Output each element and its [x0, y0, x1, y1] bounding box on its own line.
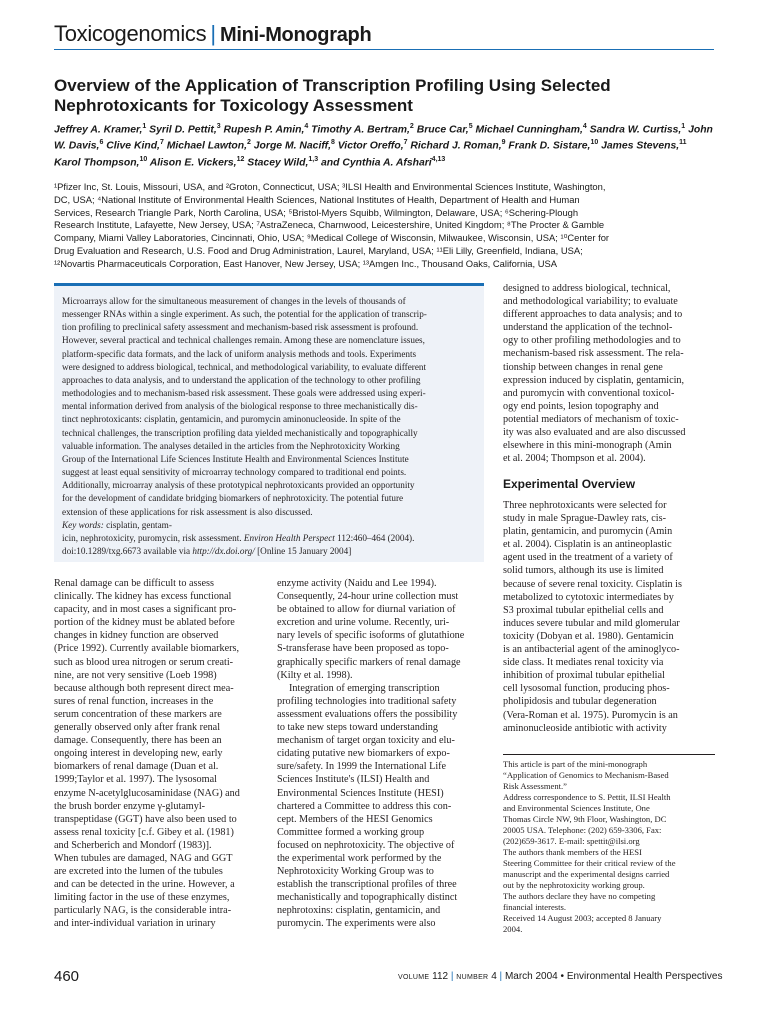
body-text-line: cept. Members of the HESI Genomics [277, 813, 433, 825]
footnote-line: and Environmental Sciences Institute, One [503, 803, 650, 813]
body-text-line: nine, are not very sensitive (Loeb 1998) [54, 669, 217, 681]
body-text-line: mechanism-based risk assessment. The rela- [503, 348, 684, 360]
body-text-line: 1999;Taylor et al. 1997). The lysosomal [54, 774, 217, 786]
body-text-line: portion of the kidney must be ablated before [54, 617, 235, 629]
author-name: Michael Lawton, [166, 140, 247, 152]
body-text-line: Sciences Institute's (ILSI) Health and [277, 774, 430, 786]
body-text-line: (Vera-Roman et al. 1975). Puromycin is an [503, 709, 678, 721]
body-text-line: graphically specific markers of renal damage [277, 656, 461, 668]
volume-number: 112 [432, 971, 449, 982]
body-text-line: damage. Consequently, there has been an [54, 735, 222, 747]
abstract-line: Additionally, microarray analysis of these prototypical nephrotoxicants provided an opportunity [62, 480, 415, 491]
body-text-line: the experimental work performed by the [277, 852, 442, 864]
footnote-rule [503, 754, 715, 755]
body-text-line: Environmental Sciences Institute (HESI) [277, 787, 444, 799]
body-text-line: because of severe renal toxicity. Cisplatin is [503, 578, 682, 590]
affiliation-line: Drug Evaluation and Research, U.S. Food and Drug Administration, Laurel, Maryland, USA; ¹¹Eli Lilly, Greenfield, Indiana, USA; [54, 244, 583, 256]
author-name: Jeffrey A. Kramer, [54, 124, 143, 136]
footnote-line: This article is part of the mini-monograph [503, 759, 648, 769]
body-text-line: elsewhere in this mini-monograph (Amin [503, 440, 672, 452]
footnote-line: 2004. [503, 924, 523, 934]
body-column-3-top [503, 282, 713, 465]
body-text-line: study in male Sprague-Dawley rats, cis- [503, 513, 666, 525]
author-affiliation-mark: 8 [330, 139, 335, 147]
body-text-line: changes in kidney function are observed [54, 630, 219, 642]
body-text-line: mechanistically and topographically distinct [277, 892, 458, 904]
author-affiliation-mark: 2 [409, 123, 414, 130]
body-column-1 [54, 577, 260, 931]
abstract-line: Group of the International Life Sciences Institute Health and Environmental Sciences Institute [62, 453, 409, 464]
body-text-line: serum concentration of these markers are [54, 708, 222, 720]
keywords-tail: cisplatin, gentam- [103, 519, 172, 530]
body-text-line: are excreted into the lumen of the tubules [54, 866, 223, 878]
body-text-line: assessment evaluations offers the possibility [277, 708, 458, 720]
body-text-line: generally observed only after frank renal [54, 722, 221, 734]
author-name: John W. Davis, [54, 124, 713, 152]
body-text-line: S3 proximal tubular epithelial cells and [503, 604, 664, 616]
body-text-line: pholipidosis and tubular degeneration [503, 696, 657, 708]
author-affiliation-mark: 12 [236, 155, 245, 163]
body-text-line: focused on nephrotoxicity. The objective of [277, 839, 455, 851]
body-text-line: (Kilty et al. 1998). [277, 669, 353, 681]
body-text-line: designed to address biological, technical, [503, 283, 671, 294]
journal-section-name: Toxicogenomics [54, 21, 207, 46]
footnote-line: The authors thank members of the HESI [503, 847, 642, 857]
abstract-line: tinct nephrotoxicants: cisplatin, gentamicin, and puromycin aminonucleoside. In spite of the [62, 414, 401, 425]
author-list [54, 120, 714, 169]
author-name: Stacey Wild, [247, 157, 309, 169]
author-affiliation-mark: 5 [468, 123, 473, 130]
body-text-line: excretion and urine volume. Recently, uri- [277, 617, 450, 629]
author-affiliation-mark: 7 [403, 139, 408, 147]
body-text-line: and inter-individual variation in urinary [54, 918, 216, 930]
body-text-line: Renal damage can be difficult to assess [54, 578, 214, 589]
abstract-line: suggest at least equal sensitivity of microarray technology compared to traditional end points. [62, 467, 407, 478]
citation: 112:460–464 (2004). [334, 532, 415, 543]
footer-bullet: • [560, 971, 565, 982]
body-text-line: expression induced by cisplatin, gentamicin, [503, 374, 685, 386]
body-text-line: ity was also evaluated and are also discussed [503, 427, 686, 439]
abstract-line: However, several practical and technical challenges remain. Among these are nomenclature issues, [62, 335, 425, 346]
body-text-line: the brush border enzyme γ-glutamyl- [54, 800, 206, 812]
body-text-line: Consequently, 24-hour urine collection must [277, 591, 459, 603]
journal-header [54, 21, 714, 49]
body-text-line: capacity, and in most cases a significant pro- [54, 604, 237, 616]
header-rule [54, 49, 714, 50]
body-text-line: ogy to other profiling methodologies and to [503, 335, 681, 347]
body-text-line: because although both represent direct mea- [54, 682, 234, 694]
abstract-keywords-line [62, 519, 478, 532]
abstract-line: platform-specific data formats, and the lack of uniform analysis methods and tools. Experiments [62, 348, 417, 359]
online-date: [Online 15 January 2004] [254, 545, 352, 556]
footnote-line: Address correspondence to S. Pettit, ILSI Health [503, 792, 671, 802]
author-affiliation-mark: 11 [679, 139, 687, 147]
author-affiliation-mark: 1 [142, 123, 147, 130]
abstract-line: valuable information. The analyses detailed in the articles from the Nephrotoxicity Working [62, 440, 400, 451]
author-name: Karol Thompson, [54, 157, 140, 169]
author-name: Timothy A. Bertram, [311, 124, 410, 136]
author-affiliation-mark: 1,3 [308, 155, 319, 163]
abstract-line: methodologies and to mechanism-based risk assessment. These goals were addressed using experi- [62, 388, 426, 399]
body-text-line: such as blood urea nitrogen or serum creati- [54, 656, 234, 668]
author-name: Frank D. Sistare, [508, 140, 591, 152]
header-separator: | [210, 21, 217, 46]
body-text-line: induces severe tubular and mild glomerular [503, 617, 680, 629]
body-text-line: metabolized to cytotoxic intermediates by [503, 591, 674, 603]
body-text-line: assess renal toxicity [c.f. Gibey et al. (1981) [54, 826, 234, 838]
author-affiliation-mark: 6 [99, 139, 104, 147]
body-text-line: Integration of emerging transcription [289, 682, 440, 694]
affiliation-line: DC, USA; ⁴National Institute of Environmental Health Sciences, National Institutes of Health, Department of Health and Human [54, 193, 580, 205]
journal-subsection-name: Mini-Monograph [220, 24, 372, 46]
volume-label: VOLUME [398, 974, 430, 981]
footnote-line: out by the nephrotoxicity working group. [503, 880, 645, 890]
body-text-line: is an antibacterial agent of the aminoglyco- [503, 644, 680, 656]
body-text-line: profiling technologies into traditional safety [277, 695, 457, 707]
body-text-line: (Price 1992). Currently available biomarkers, [54, 643, 240, 655]
author-affiliation-mark: 1 [681, 123, 686, 130]
body-text-line: nephrotoxins: cisplatin, gentamicin, and [277, 905, 441, 917]
footnote-line: Steering Committee for their critical review of the [503, 858, 676, 868]
body-text-line: enzyme activity (Naidu and Lee 1994). [277, 578, 437, 589]
body-text-line: different approaches to data analysis; and to [503, 309, 683, 321]
body-text-line: nary levels of specific isoforms of glutathione [277, 630, 465, 642]
abstract-box [54, 283, 484, 562]
body-text-line: biomarkers of renal damage (Duan et al. [54, 761, 219, 773]
abstract-line: extension of these applications for risk assessment is also discussed. [62, 506, 313, 517]
body-text-line: S-transferase have been proposed as topo- [277, 643, 449, 655]
footnote-line: Thomas Circle NW, 9th Floor, Washington, DC [503, 814, 667, 824]
footnote-line: financial interests. [503, 902, 566, 912]
abstract-line: messenger RNAs within a single experiment. As such, the potential for the application of transcrip- [62, 309, 427, 320]
body-text-line: mechanism of target organ toxicity and elu- [277, 735, 455, 747]
body-text-line: tionship between changes in renal gene [503, 361, 663, 373]
abstract-line: tion profiling to preclinical safety assessment and mechanism-based risk assessment is profound. [62, 322, 419, 333]
abstract-line: mental information derived from analysis of the biological response to three mechanistically dis- [62, 401, 418, 412]
abstract-line: for the development of candidate bridging biomarkers of nephrotoxicity. The potential future [62, 493, 404, 504]
body-text-line: solid tumors, although its use is limited [503, 565, 664, 577]
abstract-line: were designed to address biological, technical, and methodological variability, to evaluate different [62, 361, 427, 372]
footnote [503, 759, 715, 935]
body-text-line: particularly NAG, is the considerable intra- [54, 905, 232, 917]
body-text-line: cell lysosomal function, producing phos- [503, 683, 670, 695]
body-text-line: platin, gentamicin, and puromycin (Amin [503, 526, 673, 538]
issue-date: March 2004 [504, 971, 558, 982]
body-column-2 [277, 577, 483, 931]
author-affiliation-mark: 9 [501, 139, 506, 147]
journal-name: Environmental Health Perspectives [566, 971, 723, 982]
keywords-line2: icin, nephrotoxicity, puromycin, risk assessment. [62, 532, 242, 543]
abstract-citation-line [62, 532, 478, 545]
affiliation-line: Research Institute, Lafayette, New Jersey, USA; ⁷AstraZeneca, Charnwood, Leicestershire, United Kingdom; ⁸The Procter & Gamble [54, 219, 605, 231]
footnote-line: 20005 USA. Telephone: (202) 659-3306, Fax: [503, 825, 662, 835]
keywords-label: Key words: [62, 519, 104, 530]
body-text-line: et al. 2004). Cisplatin is an antineoplastic [503, 539, 672, 551]
body-text-line: sure/safety. In 1999 the International Life [277, 761, 447, 773]
body-text-line: puromycin. The experiments were also [277, 918, 436, 930]
body-text-line: enzyme N-acetylglucosaminidase (NAG) and [54, 787, 240, 799]
body-text-line: and can be detected in the urine. However, a [54, 879, 235, 891]
author-affiliation-mark: 4 [582, 123, 587, 130]
body-text-line: and methodological variability; to evaluate [503, 296, 678, 308]
issue-number: 4 [491, 971, 497, 982]
author-name: Sandra W. Curtiss, [589, 124, 682, 136]
affiliation-line: ¹²Novartis Pharmaceuticals Corporation, East Hanover, New Jersey, USA; ¹³Amgen Inc., Thousand Oaks, California, USA [54, 257, 557, 269]
body-text-line: to take new steps toward understanding [277, 722, 438, 734]
number-label: NUMBER [456, 974, 489, 981]
author-name: Michael Cunningham, [475, 124, 583, 136]
author-affiliation-mark: 10 [139, 155, 148, 163]
footer-citation: VOLUME 112 | NUMBER 4 | March 2004 • Environmental Health Perspectives [398, 971, 723, 982]
body-text-line: Three nephrotoxicants were selected for [503, 500, 667, 511]
journal-abbrev: Environ Health Perspect [243, 532, 335, 543]
abstract-doi-line [62, 545, 478, 558]
body-text-line: et al. 2004; Thompson et al. 2004). [503, 453, 646, 465]
body-text-line: Nephrotoxicity Working Group was to [277, 866, 434, 878]
affiliation-line: Company, Miami Valley Laboratories, Cincinnati, Ohio, USA; ⁹Medical College of Wisconsin, Milwaukee, Wisconsin, USA; ¹⁰Center for [54, 232, 610, 244]
doi-prefix: doi:10.1289/txg.6673 available via [62, 545, 193, 556]
footnote-line: Received 14 August 2003; accepted 8 January [503, 913, 662, 923]
footnote-line: (202)659-3617. E-mail: spettit@ilsi.org [503, 836, 640, 846]
author-name: Bruce Car, [416, 124, 469, 136]
page-number: 460 [54, 968, 80, 985]
body-text-line: and puromycin with conventional toxicol- [503, 387, 675, 399]
body-text-line: inhibition of proximal tubular epithelial [503, 670, 665, 682]
abstract-lines [62, 295, 478, 519]
body-text-line: Committee formed a working group [277, 826, 425, 838]
body-text-line: When tubules are damaged, NAG and GGT [54, 852, 233, 864]
author-name: and Cynthia A. Afshari [321, 157, 432, 169]
abstract-line: Microarrays allow for the simultaneous measurement of changes in the levels of thousands of [62, 296, 406, 306]
footnote-line: The authors declare they have no competing [503, 891, 656, 901]
abstract-line: technical challenges, the transcription profiling data yielded mechanistically and topographically [62, 427, 418, 438]
article-title: Overview of the Application of Transcription Profiling Using Selected Nephrotoxicants for Toxicology Assessment [54, 76, 611, 115]
body-text-line: cidating putative new biomarkers of expo- [277, 748, 450, 760]
affiliations [54, 181, 716, 271]
author-name: Rupesh P. Amin, [223, 124, 305, 136]
author-name: Jorge M. Naciff, [253, 140, 331, 152]
body-text-line: toxicity (Dobyan et al. 1980). Gentamicin [503, 630, 674, 642]
body-text-line: side class. It mediates renal toxicity via [503, 657, 664, 669]
author-affiliation-mark: 3 [216, 123, 221, 130]
affiliation-line: ¹Pfizer Inc, St. Louis, Missouri, USA, and ²Groton, Connecticut, USA; ³ILSI Health and Environmental Sciences Institute, Washington, [54, 181, 606, 192]
body-text-line: and Scherberich and Mondorf (1983)]. [54, 839, 212, 851]
author-affiliation-mark: 10 [590, 139, 599, 147]
body-text-line: ongoing interest in developing new, early [54, 748, 223, 760]
body-text-line: chartered a Committee to address this con- [277, 800, 452, 812]
footnote-line: “Application of Genomics to Mechanism-Based [503, 770, 669, 780]
body-text-line: transpeptidase (GGT) have also been used to [54, 813, 237, 825]
author-name: Victor Oreffo, [337, 140, 404, 152]
author-name: Richard J. Roman, [410, 140, 502, 152]
author-affiliation-mark: 7 [159, 139, 164, 147]
body-text-line: understand the application of the technol- [503, 322, 673, 334]
body-text-line: establish the transcriptional profiles of three [277, 879, 457, 891]
body-column-3-experimental [503, 499, 713, 735]
author-name: Clive Kind, [106, 140, 160, 152]
body-text-line: clinically. The kidney has excess functional [54, 591, 232, 603]
body-text-line: ogy end points, lesion topography and [503, 400, 659, 412]
footnote-line: Risk Assessment.” [503, 781, 567, 791]
author-affiliation-mark: 4 [304, 123, 309, 130]
body-text-line: agent used in the treatment of a variety of [503, 552, 673, 564]
author-name: James Stevens, [601, 140, 680, 152]
body-text-line: sures of renal function, increases in the [54, 695, 214, 707]
affiliation-line: Services, Research Triangle Park, North Carolina, USA; ⁵Bristol-Myers Squibb, Wilmington, Delaware, USA; ⁶Schering-Plough [54, 206, 579, 218]
author-affiliation-mark: 2 [246, 139, 251, 147]
body-text-line: aminonucleoside antibiotic with activity [503, 722, 667, 734]
abstract-line: approaches to data analysis, and to understand the application of the technology to other profiling [62, 374, 421, 385]
author-affiliation-mark: 4,13 [431, 155, 446, 163]
body-text-line: potential mediators of mechanism of toxic- [503, 413, 679, 425]
footnote-line: manuscript and the experimental designs carried [503, 869, 670, 879]
doi-link[interactable]: http://dx.doi.org/ [192, 545, 255, 556]
abstract-text [62, 295, 478, 558]
body-text-line: be obtained to allow for diurnal variation of [277, 604, 456, 616]
section-heading: Experimental Overview [503, 477, 636, 491]
author-name: Alison E. Vickers, [149, 157, 237, 169]
body-text-line: limiting factor in the use of these enzymes, [54, 892, 230, 904]
author-name: Syril D. Pettit, [149, 124, 217, 136]
